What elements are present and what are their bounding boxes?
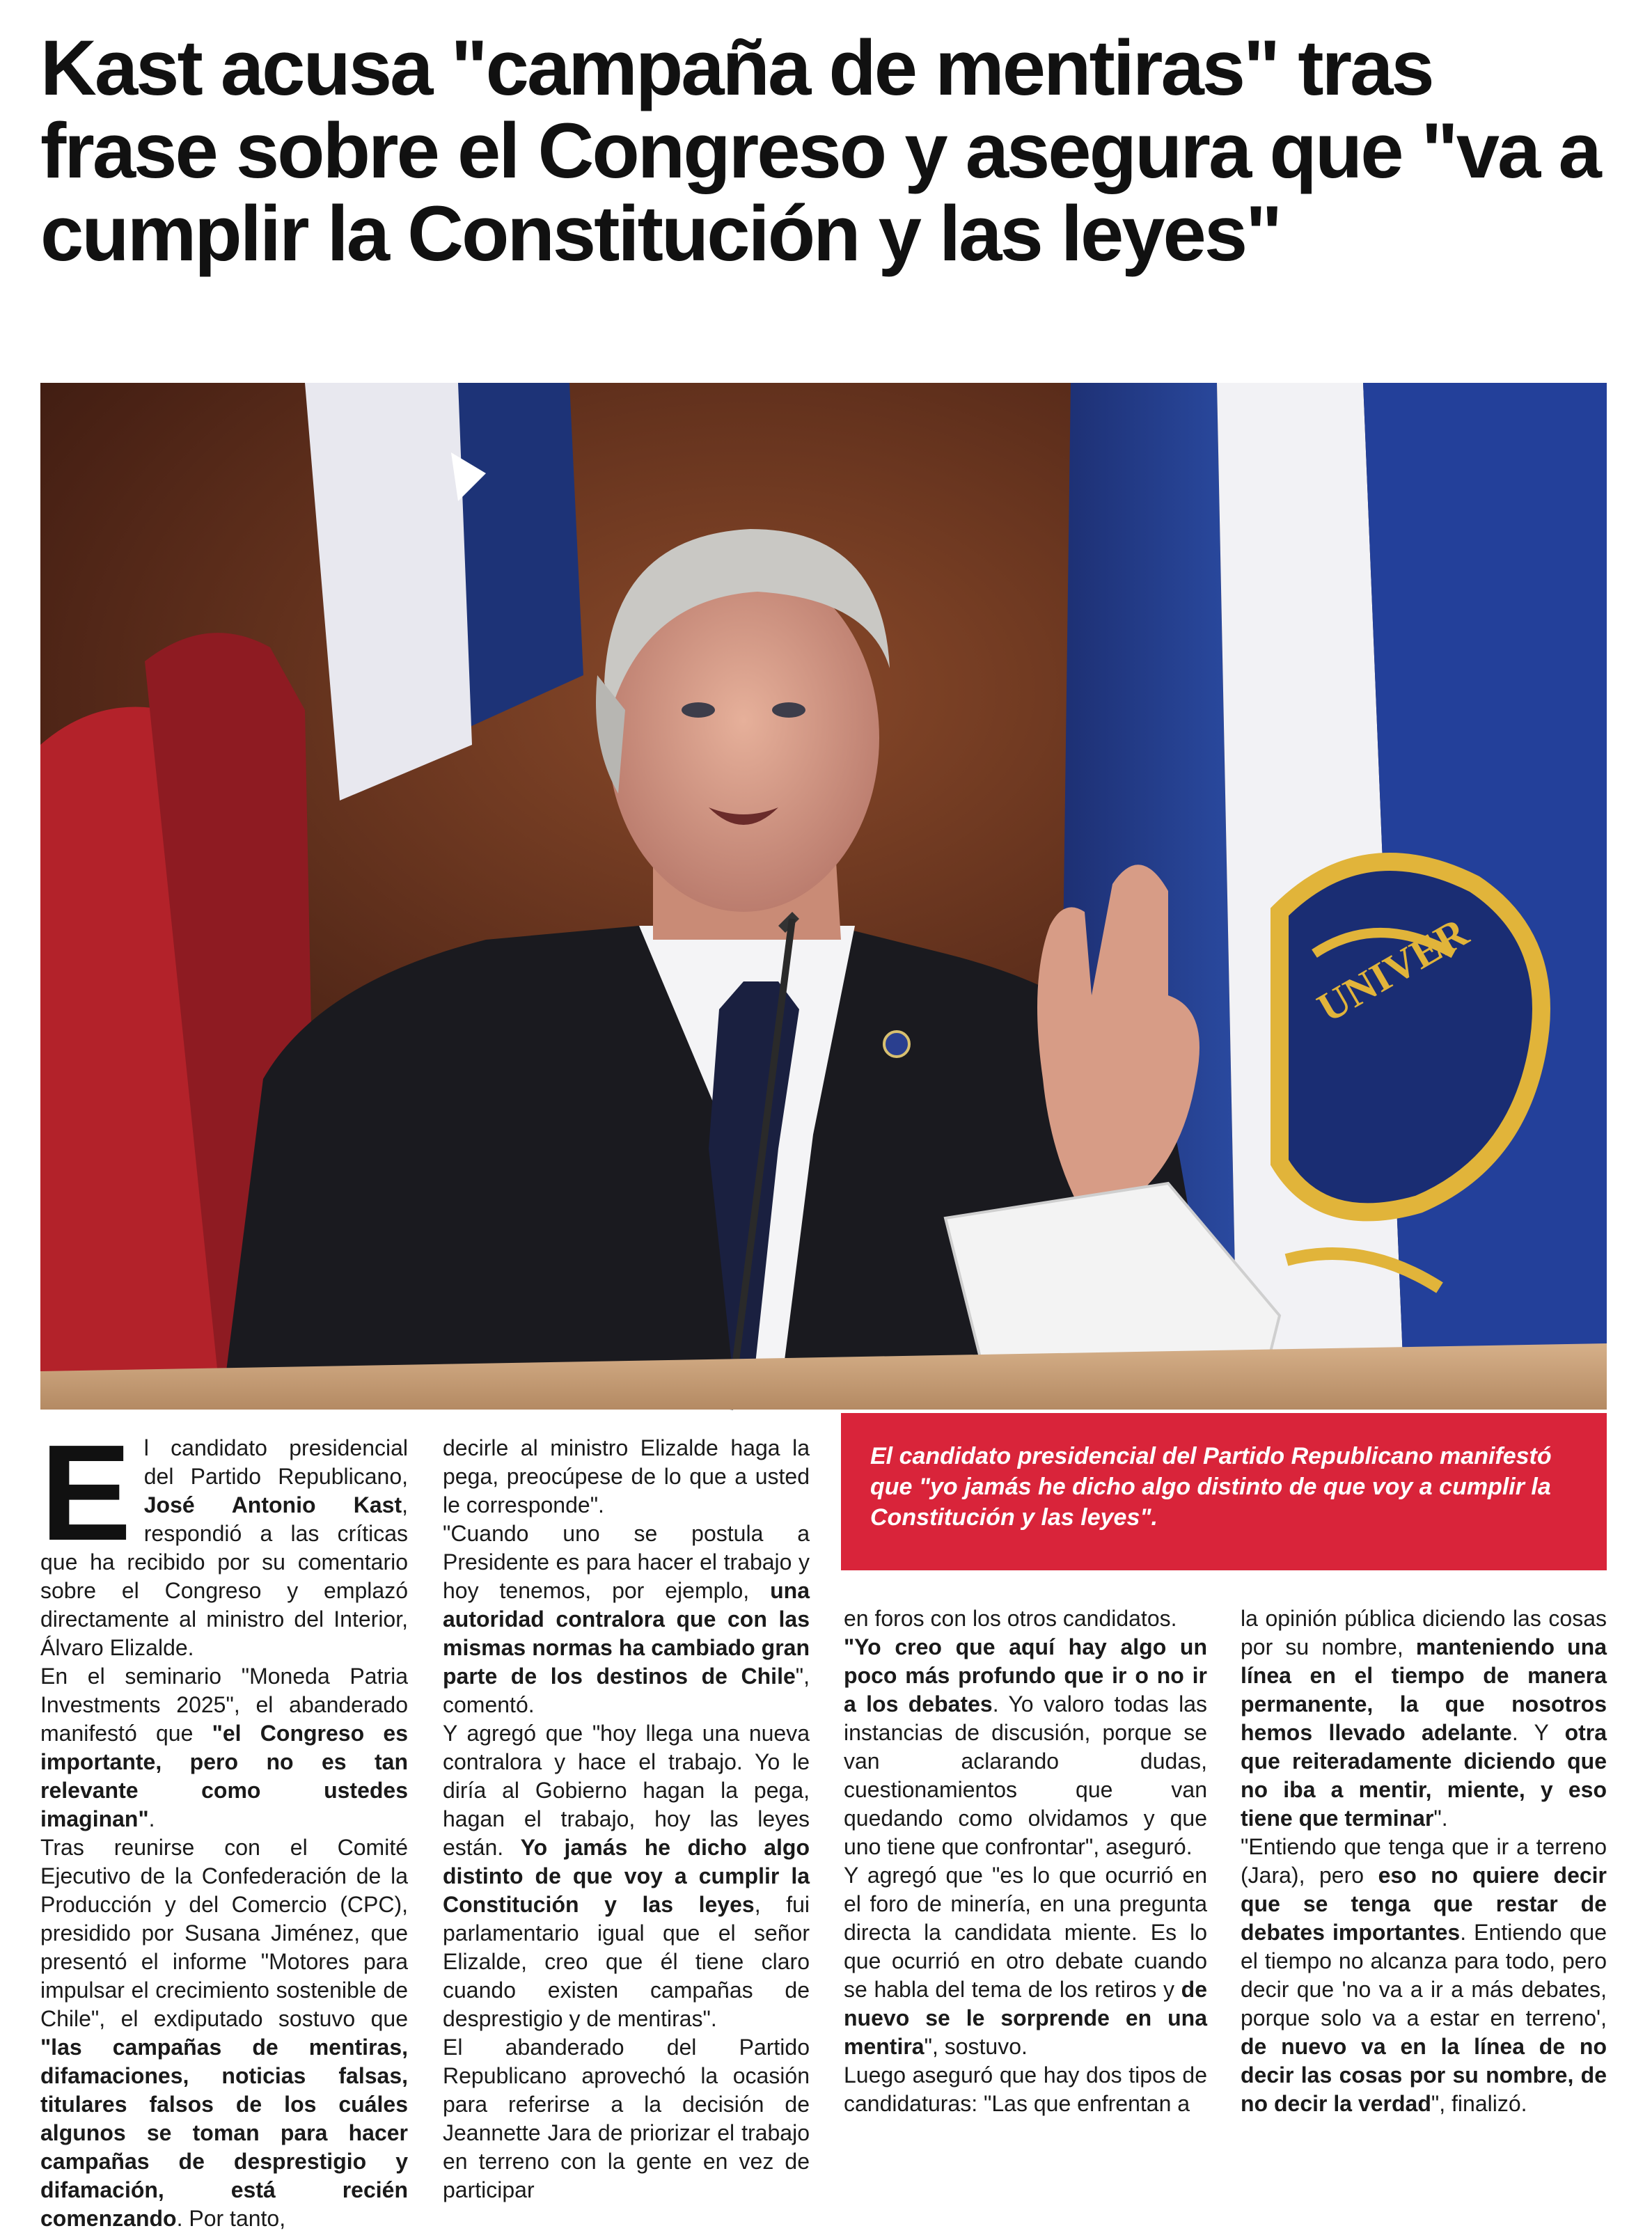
c3-paragraph: en foros con los otros candidatos. [844,1606,1177,1631]
pull-quote-box: El candidato presidencial del Partido Republicano manifestó que "yo jamás he dicho algo distinto de que voy a cumplir la Constitución y las leyes". [841,1413,1607,1570]
c3-bold: "Yo creo que aquí hay algo un poco más profundo que ir o no ir a los debates [844,1634,1207,1717]
c3-bold: de nuevo se le sorprende en una mentira [844,1977,1207,2059]
article-photo [40,383,1607,1410]
c3-text: . Yo valoro todas las instancias de discusión, porque se van aclarando dudas, cuestionamientos que van quedando como olvidamos y que uno tiene que confrontar", aseguró. [844,1691,1208,1859]
c4-text: ". [1433,1806,1448,1831]
podium-flag-text: UNIVER [1309,908,1476,1032]
c4-text: "Entiendo que tenga que ir a terreno (Jara), pero [1241,1834,1607,1888]
c4-text: . Entiendo que el tiempo no alcanza para todo, pero decir que 'no va a ir a más debates, porque solo va a estar en terreno', [1241,1920,1607,2030]
c2-text: , fui parlamentario igual que el señor Elizalde, creo que él tiene claro cuando existen campañas de desprestigio y de mentiras". [443,1892,810,2031]
c1-bold: "las campañas de mentiras, difamaciones, noticias falsas, titulares falsos de los cuáles algunos se toman para hacer campañas de desprestigio y difamación, está recién comenzando [40,2035,408,2231]
c1-bold: José Antonio Kast [143,1492,402,1517]
article-column-2 [443,1434,810,2204]
c4-bold: eso no quiere decir que se tenga que restar de debates importantes [1241,1863,1607,1945]
c1-bold: "el Congreso es importante, pero no es tan relevante como ustedes imaginan" [40,1721,409,1831]
c1-text: Tras reunirse con el Comité Ejecutivo de la Confederación de la Producción y del Comercio (CPC), presidido por Susana Jiménez, que presentó el informe "Motores para impulsar el crecimiento sostenible de Chile", el exdiputado sostuvo que [40,1835,408,2031]
c4-text: . Y [1511,1720,1565,1745]
article-column-3 [844,1604,1207,2118]
c2-paragraph: decirle al ministro Elizalde haga la pega, preocúpese de lo que a usted le corresponde". [443,1435,810,1517]
c2-text: Y agregó que "hoy llega una nueva contralora y hace el trabajo. Yo le diría al Gobierno hagan la pega, hagan el trabajo, hoy las leyes están. [443,1721,810,1860]
headline: Kast acusa "campaña de mentiras" tras frase sobre el Congreso y asegura que "va a cumplir la Constitución y las leyes" [40,24,1600,277]
c1-text: En el seminario "Moneda Patria Investments 2025", el abanderado manifestó que [40,1664,408,1746]
c4-text: la opinión pública diciendo las cosas por su nombre, [1241,1606,1607,1659]
c4-bold: otra que reiteradamente diciendo que no iba a mentir, miente, y eso tiene que terminar [1241,1720,1607,1831]
c2-bold: Yo jamás he dicho algo distinto de que voy a cumplir la Constitución y las leyes [443,1835,810,1917]
c2-bold: una autoridad contralora que con las mismas normas ha cambiado gran parte de los destinos de Chile [443,1578,810,1689]
article-column-1 [40,1417,409,2233]
c3-text: ", sostuvo. [924,2034,1028,2059]
c1-text: , respondió a las críticas que ha recibido por su comentario sobre el Congreso y emplazó directamente al ministro del Interior, Álvaro Elizalde. [40,1492,408,1660]
c3-text: Y agregó que "es lo que ocurrió en el foro de minería, en una pregunta directa la candidata miente. Es lo que ocurrió en otro debate cuando se habla del tema de los retiros y [844,1863,1207,2002]
c3-paragraph: Luego aseguró que hay dos tipos de candidaturas: "Las que enfrentan a [844,2062,1207,2116]
c4-text: ", finalizó. [1431,2091,1527,2116]
drop-cap: E [40,1417,132,1569]
c2-text: ", comentó. [443,1664,810,1717]
article-column-4 [1241,1604,1607,2118]
c4-bold: de nuevo va en la línea de no decir las cosas por su nombre, de no decir la verdad [1241,2034,1607,2116]
c4-bold: manteniendo una línea en el tiempo de manera permanente, la que nosotros hemos llevado adelante [1241,1634,1607,1745]
photo-kast-podium-icon [40,383,1607,1410]
c1-text: . Por tanto, [176,2206,286,2231]
c2-paragraph: El abanderado del Partido Republicano aprovechó la ocasión para referirse a la decisión de Jeannette Jara de priorizar el trabajo en terreno con la gente en vez de participar [443,2035,810,2202]
c1-text: l candidato presidencial del Partido Republicano, [143,1435,408,1489]
c1-text: . [148,1806,155,1831]
c2-text: "Cuando uno se postula a Presidente es para hacer el trabajo y hoy tenemos, por ejemplo, [443,1521,810,1603]
